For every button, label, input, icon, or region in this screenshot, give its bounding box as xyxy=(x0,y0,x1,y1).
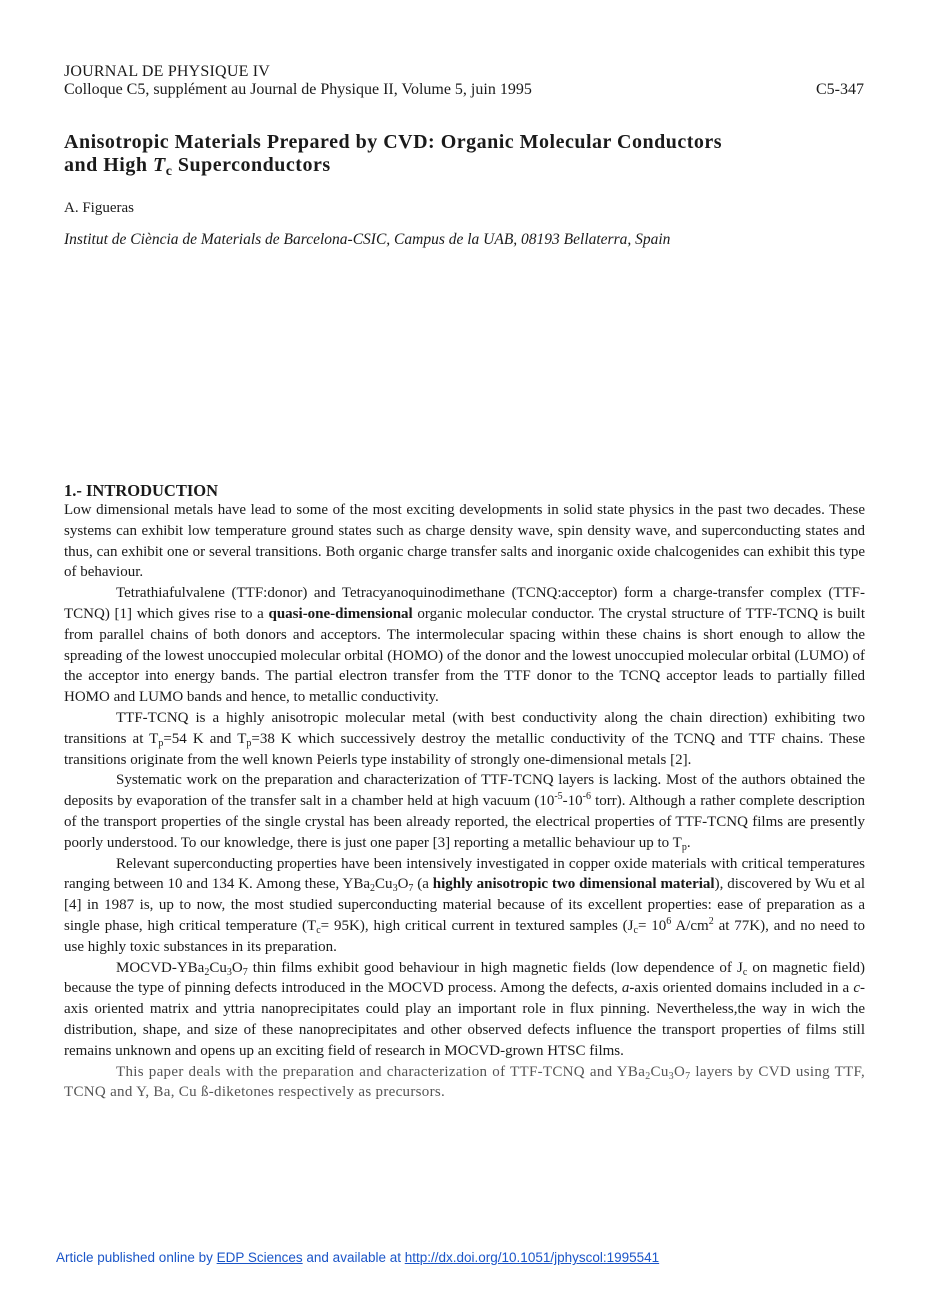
paragraph-6: MOCVD-$YBa_2Cu_3O_7$ thin films exhibit good behaviour in high magnetic fields (low dependence of $J_c$ on magnetic field) because the type of pinning defects introduced in the MOCVD process. Among the defects, a-axis oriented domains included in a c-axis oriented matrix and yttria nanoprecipitates could play an important role in flux pinning. Nevertheless,the way in wich the distribution, shape, and size of these nanoprecipitates and other observed defects influence the transport properties of films still remains unknown and opens up an exciting field of research in MOCVD-grown HTSC films. xyxy=(64,959,866,1059)
edp-sciences-link[interactable]: EDP Sciences xyxy=(216,1250,303,1265)
paragraph-1: Low dimensional metals have lead to some of the most exciting developments in solid state physics in the past two decades. These systems can exhibit low temperature ground states such as charge density wave, spin density wave, and superconducting states and thus, can exhibit one or several transitions. Both organic charge transfer salts and inorganic oxide chalcogenides can exhibit this type of behaviour. xyxy=(64,502,865,581)
publication-footer xyxy=(56,1250,659,1265)
page-number: C5-347 xyxy=(816,81,864,98)
colloque-info: Colloque C5, supplément au Journal de Physique II, Volume 5, juin 1995 xyxy=(64,81,532,98)
title-line-1: Anisotropic Materials Prepared by CVD: Organic Molecular Conductors xyxy=(64,131,723,153)
paragraph-2: Tetrathiafulvalene (TTF:donor) and Tetracyanoquinodimethane (TCNQ:acceptor) form a charge-transfer complex (TTF-TCNQ) [1] which gives rise to a quasi-one-dimensional organic molecular conductor. The crystal structure of TTF-TCNQ is built from parallel chains of both donors and acceptors. The intermolecular spacing within these chains is short enough to allow the spreading of the lowest unoccupied molecular orbital (HOMO) of the donor and the lowest unoccupied molecular orbital (LUMO) of the acceptor into energy bands. The partial electron transfer from the TTF donor to the TCNQ acceptor leads to partially filled HOMO and LUMO bands and hence, to metallic conductivity. xyxy=(64,585,865,706)
title-line-2: and High $T_c$ Superconductors xyxy=(64,154,331,179)
affiliation: Institut de Ciència de Materials de Barcelona-CSIC, Campus de la UAB, 08193 Bellaterra, Spain xyxy=(64,231,671,248)
paragraph-7: This paper deals with the preparation and characterization of TTF-TCNQ and $YBa_2Cu_3O_7$ layers by CVD using TTF, TCNQ and Y, Ba, Cu ß-diketones respectively as precursors. xyxy=(64,1063,865,1101)
doi-link[interactable]: http://dx.doi.org/10.1051/jphyscol:1995541 xyxy=(404,1250,660,1265)
paragraph-4: Systematic work on the preparation and characterization of TTF-TCNQ layers is lacking. Most of the authors obtained the deposits by evaporation of the transfer salt in a chamber held at high vacuum ($10^{-5}-10^{-6}$ torr). Although a rather complete description of the transport properties of the single crystal has been already reported, the electrical properties of TTF-TCNQ films are presently poorly understood. To our knowledge, there is just one paper [3] reporting a metallic behaviour up to $T_p$. xyxy=(64,772,866,853)
paragraph-3: TTF-TCNQ is a highly anisotropic molecular metal (with best conductivity along the chain direction) exhibiting two transitions at $T_p=54$ K and $T_p=38$ K which successively destroy the metallic conductivity of the TCNQ and TTF chains. These transitions originate from the well known Peierls type instability of strongly one-dimensional metals [2]. xyxy=(64,709,865,768)
section-heading: 1.- INTRODUCTION xyxy=(64,481,219,500)
footer-prefix: Article published online by xyxy=(56,1250,217,1265)
paper-title xyxy=(64,131,854,177)
body-text xyxy=(64,500,865,1103)
author: A. Figueras xyxy=(64,200,134,216)
paragraph-5: Relevant superconducting properties have been intensively investigated in copper oxide materials with critical temperatures ranging between 10 and 134 K. Among these, $YBa_2Cu_3O_7$ (a highly anisotropic two dimensional material), discovered by Wu et al [4] in 1987 is, up to now, the most studied superconducting material because of its excellent properties: ease of preparation as a single phase, high critical temperature $(T_c= 95K)$, high critical current in textured samples ($J_c= 10^6$ $A/cm^2$ at 77K), and no need to use highly toxic substances in its preparation. xyxy=(64,855,866,955)
footer-middle: and available at xyxy=(302,1250,405,1265)
journal-name: JOURNAL DE PHYSIQUE IV xyxy=(64,63,271,80)
